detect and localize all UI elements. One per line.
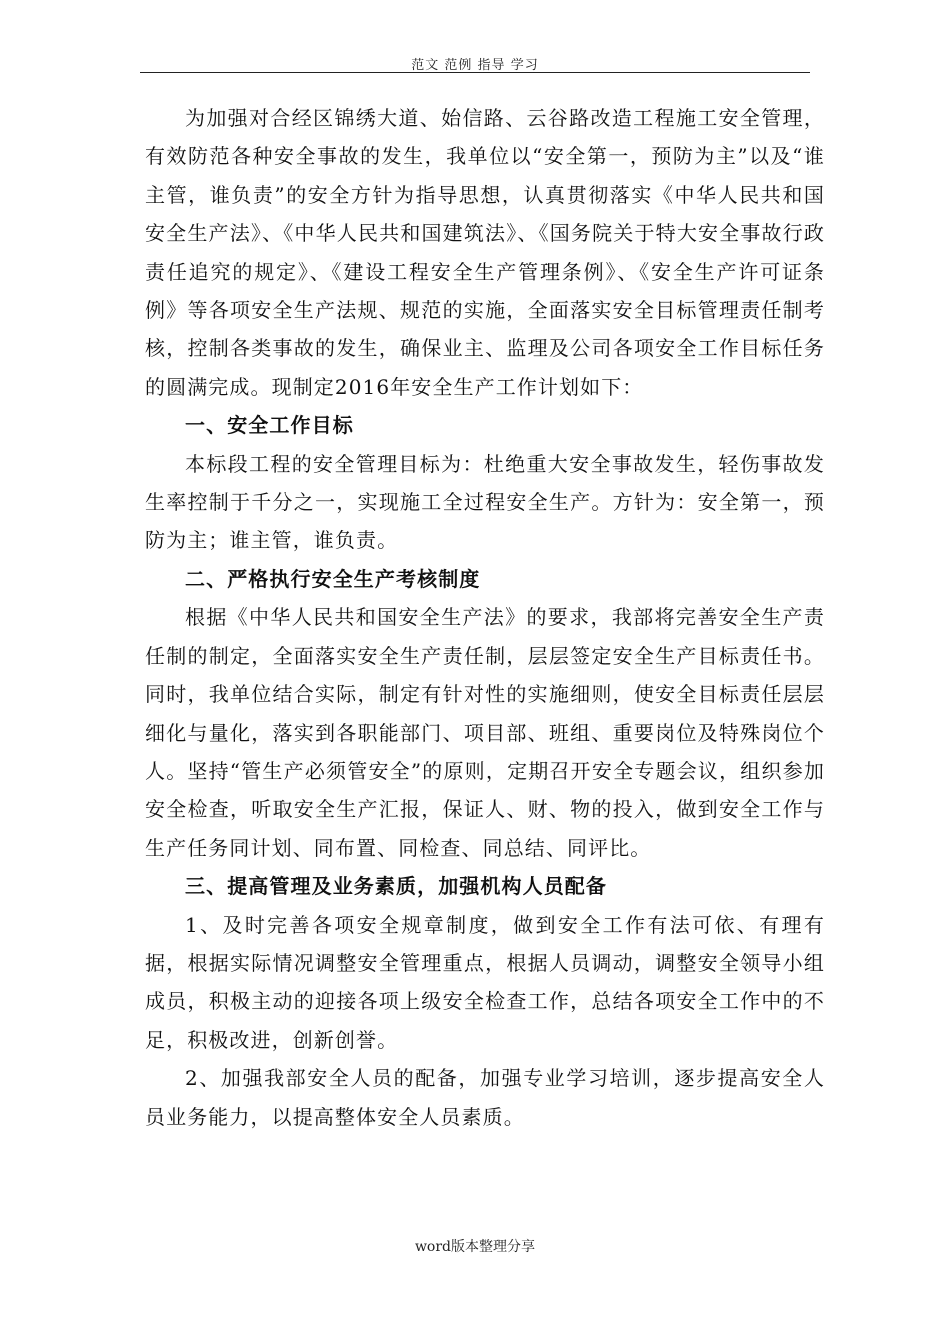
section-paragraph: 1、及时完善各项安全规章制度，做到安全工作有法可依、有理有据，根据实际情况调整安全管理重点，根据人员调动，调整安全领导小组成员，积极主动的迎接各项上级安全检查工作，总结各项安全工作中的不足，积极改进，创新创誉。 — [145, 912, 825, 1052]
section-heading-safety-goals: 一、安全工作目标 — [185, 413, 354, 438]
section-heading-assessment-system: 二、严格执行安全生产考核制度 — [185, 566, 481, 591]
header-divider — [140, 72, 810, 73]
document-body — [145, 99, 825, 1136]
page-header: 范文 范例 指导 学习 — [411, 58, 539, 73]
section-paragraph: 根据《中华人民共和国安全生产法》的要求，我部将完善安全生产责任制的制定，全面落实安全生产责任制，层层签定安全生产目标责任书。同时，我单位结合实际，制定有针对性的实施细则，使安全目标责任层层细化与量化，落实到各职能部门、项目部、班组、重要岗位及特殊岗位个人。坚持“管生产必须管安全”的原则，定期召开安全专题会议，组织参加安全检查，听取安全生产汇报，保证人、财、物的投入，做到安全工作与生产任务同计划、同布置、同检查、同总结、同评比。 — [145, 605, 825, 860]
section-heading-management-quality: 三、提高管理及业务素质，加强机构人员配备 — [185, 874, 607, 899]
intro-paragraph: 为加强对合经区锦绣大道、始信路、云谷路改造工程施工安全管理，有效防范各种安全事故的发生，我单位以“安全第一，预防为主”以及“谁主管，谁负责”的安全方针为指导思想，认真贯彻落实《中华人民共和国安全生产法》、《中华人民共和国建筑法》、《国务院关于特大安全事故行政责任追究的规定》、《建设工程安全生产管理条例》、《安全生产许可证条例》等各项安全生产法规、规范的实施，全面落实安全目标管理责任制考核，控制各类事故的发生，确保业主、监理及公司各项安全工作目标任务的圆满完成。现制定2016年安全生产工作计划如下： — [145, 106, 825, 399]
section-paragraph: 2、加强我部安全人员的配备，加强专业学习培训，逐步提高安全人员业务能力，以提高整体安全人员素质。 — [145, 1066, 825, 1129]
section-paragraph: 本标段工程的安全管理目标为：杜绝重大安全事故发生，轻伤事故发生率控制于千分之一，实现施工全过程安全生产。方针为：安全第一，预防为主；谁主管，谁负责。 — [145, 451, 825, 553]
page-footer: word版本整理分享 — [414, 1239, 536, 1255]
